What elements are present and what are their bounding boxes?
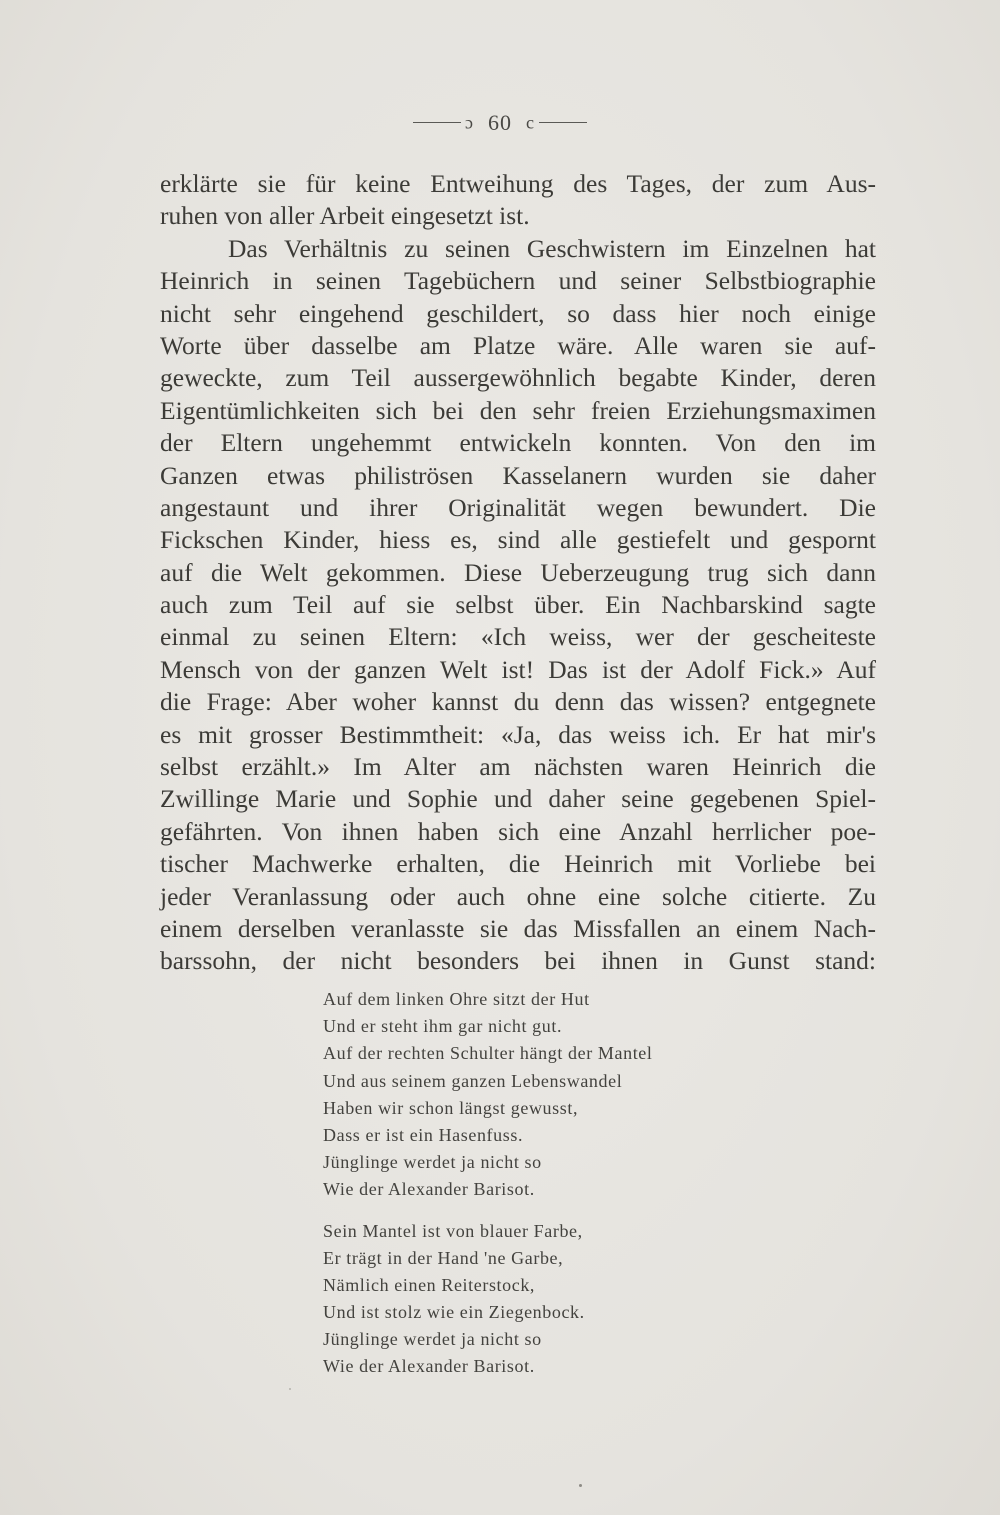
verse-line: Er trägt in der Hand 'ne Garbe, bbox=[323, 1247, 564, 1268]
text-line: jeder Veranlassung oder auch ohne eine solche citierte. Zu bbox=[160, 881, 876, 911]
text-line: gefährten. Von ihnen haben sich eine Anzahl herrlicher poe- bbox=[160, 816, 876, 846]
poem-stanza-1 bbox=[323, 986, 652, 1204]
text-line: auch zum Teil auf sie selbst über. Ein Nachbarskind sagte bbox=[160, 590, 876, 620]
text-line: einem derselben veranlasste sie das Missfallen an einem Nach- bbox=[160, 913, 876, 943]
verse-line: Sein Mantel ist von blauer Farbe, bbox=[323, 1220, 583, 1241]
text-line: Ganzen etwas philiströsen Kasselanern wurden sie daher bbox=[160, 460, 876, 490]
text-line: selbst erzählt.» Im Alter am nächsten waren Heinrich die bbox=[160, 752, 876, 782]
text-line: erklärte sie für keine Entweihung des Tages, der zum Aus- bbox=[160, 169, 876, 198]
verse-line: Auf dem linken Ohre sitzt der Hut bbox=[323, 989, 590, 1009]
header-rule-left bbox=[413, 122, 461, 123]
verse-line: Auf der rechten Schulter hängt der Mantel bbox=[323, 1043, 653, 1064]
text-line: angestaunt und ihrer Originalität wegen bewundert. Die bbox=[160, 492, 876, 522]
body-text bbox=[160, 168, 876, 978]
text-line: Fickschen Kinder, hiess es, sind alle gestiefelt und gespornt bbox=[160, 525, 876, 555]
verse-line: Haben wir schon längst gewusst, bbox=[323, 1097, 579, 1118]
verse-line: Und ist stolz wie ein Ziegenbock. bbox=[323, 1302, 585, 1323]
text-line: barssohn, der nicht besonders bei ihnen in Gunst stand: bbox=[160, 946, 876, 976]
header-right-ornament: c bbox=[526, 112, 535, 133]
text-line: einmal zu seinen Eltern: «Ich weiss, wer der gescheiteste bbox=[160, 622, 876, 652]
text-line: ruhen von aller Arbeit eingesetzt ist. bbox=[160, 201, 530, 231]
header-rule-right bbox=[539, 122, 587, 123]
text-line: auf die Welt gekommen. Diese Ueberzeugung trug sich dann bbox=[160, 557, 876, 587]
text-line: Eigentümlichkeiten sich bei den sehr freien Erziehungsmaximen bbox=[160, 395, 876, 425]
text-line: nicht sehr eingehend geschildert, so dass hier noch einige bbox=[160, 298, 876, 328]
verse-line: Wie der Alexander Barisot. bbox=[323, 1356, 535, 1377]
text-line: Zwillinge Marie und Sophie und daher seine gegebenen Spiel- bbox=[160, 784, 876, 814]
verse-line: Nämlich einen Reiterstock, bbox=[323, 1274, 536, 1295]
verse-line: Jünglinge werdet ja nicht so bbox=[323, 1329, 542, 1350]
poem-stanza-2 bbox=[323, 1218, 652, 1381]
page-number: 60 bbox=[488, 109, 512, 135]
page-header bbox=[0, 108, 1000, 136]
text-line: Worte über dasselbe am Platze wäre. Alle waren sie auf- bbox=[160, 330, 876, 360]
text-line: Heinrich in seinen Tagebüchern und seiner Selbstbiographie bbox=[160, 266, 876, 296]
text-line: es mit grosser Bestimmtheit: «Ja, das weiss ich. Er hat mir's bbox=[160, 719, 876, 749]
verse-line: Wie der Alexander Barisot. bbox=[323, 1179, 535, 1200]
header-left-ornament: ɔ bbox=[465, 112, 474, 133]
text-line: tischer Machwerke erhalten, die Heinrich mit Vorliebe bei bbox=[160, 849, 876, 879]
verse-line: Und er steht ihm gar nicht gut. bbox=[323, 1016, 563, 1037]
text-line: Das Verhältnis zu seinen Geschwistern im Einzelnen hat bbox=[228, 233, 876, 263]
verse-line: Und aus seinem ganzen Lebenswandel bbox=[323, 1070, 623, 1091]
verse-line: Jünglinge werdet ja nicht so bbox=[323, 1152, 542, 1173]
text-line: der Eltern ungehemmt entwickeln konnten. Von den im bbox=[160, 428, 876, 458]
verse-line: Dass er ist ein Hasenfuss. bbox=[323, 1124, 524, 1145]
text-line: geweckte, zum Teil aussergewöhnlich begabte Kinder, deren bbox=[160, 363, 876, 393]
text-line: die Frage: Aber woher kannst du denn das wissen? entgegnete bbox=[160, 687, 876, 717]
text-line: Mensch von der ganzen Welt ist! Das ist der Adolf Fick.» Auf bbox=[160, 654, 876, 684]
paper-speck bbox=[579, 1484, 582, 1487]
poem bbox=[323, 986, 652, 1395]
paper-speck bbox=[289, 1388, 291, 1390]
